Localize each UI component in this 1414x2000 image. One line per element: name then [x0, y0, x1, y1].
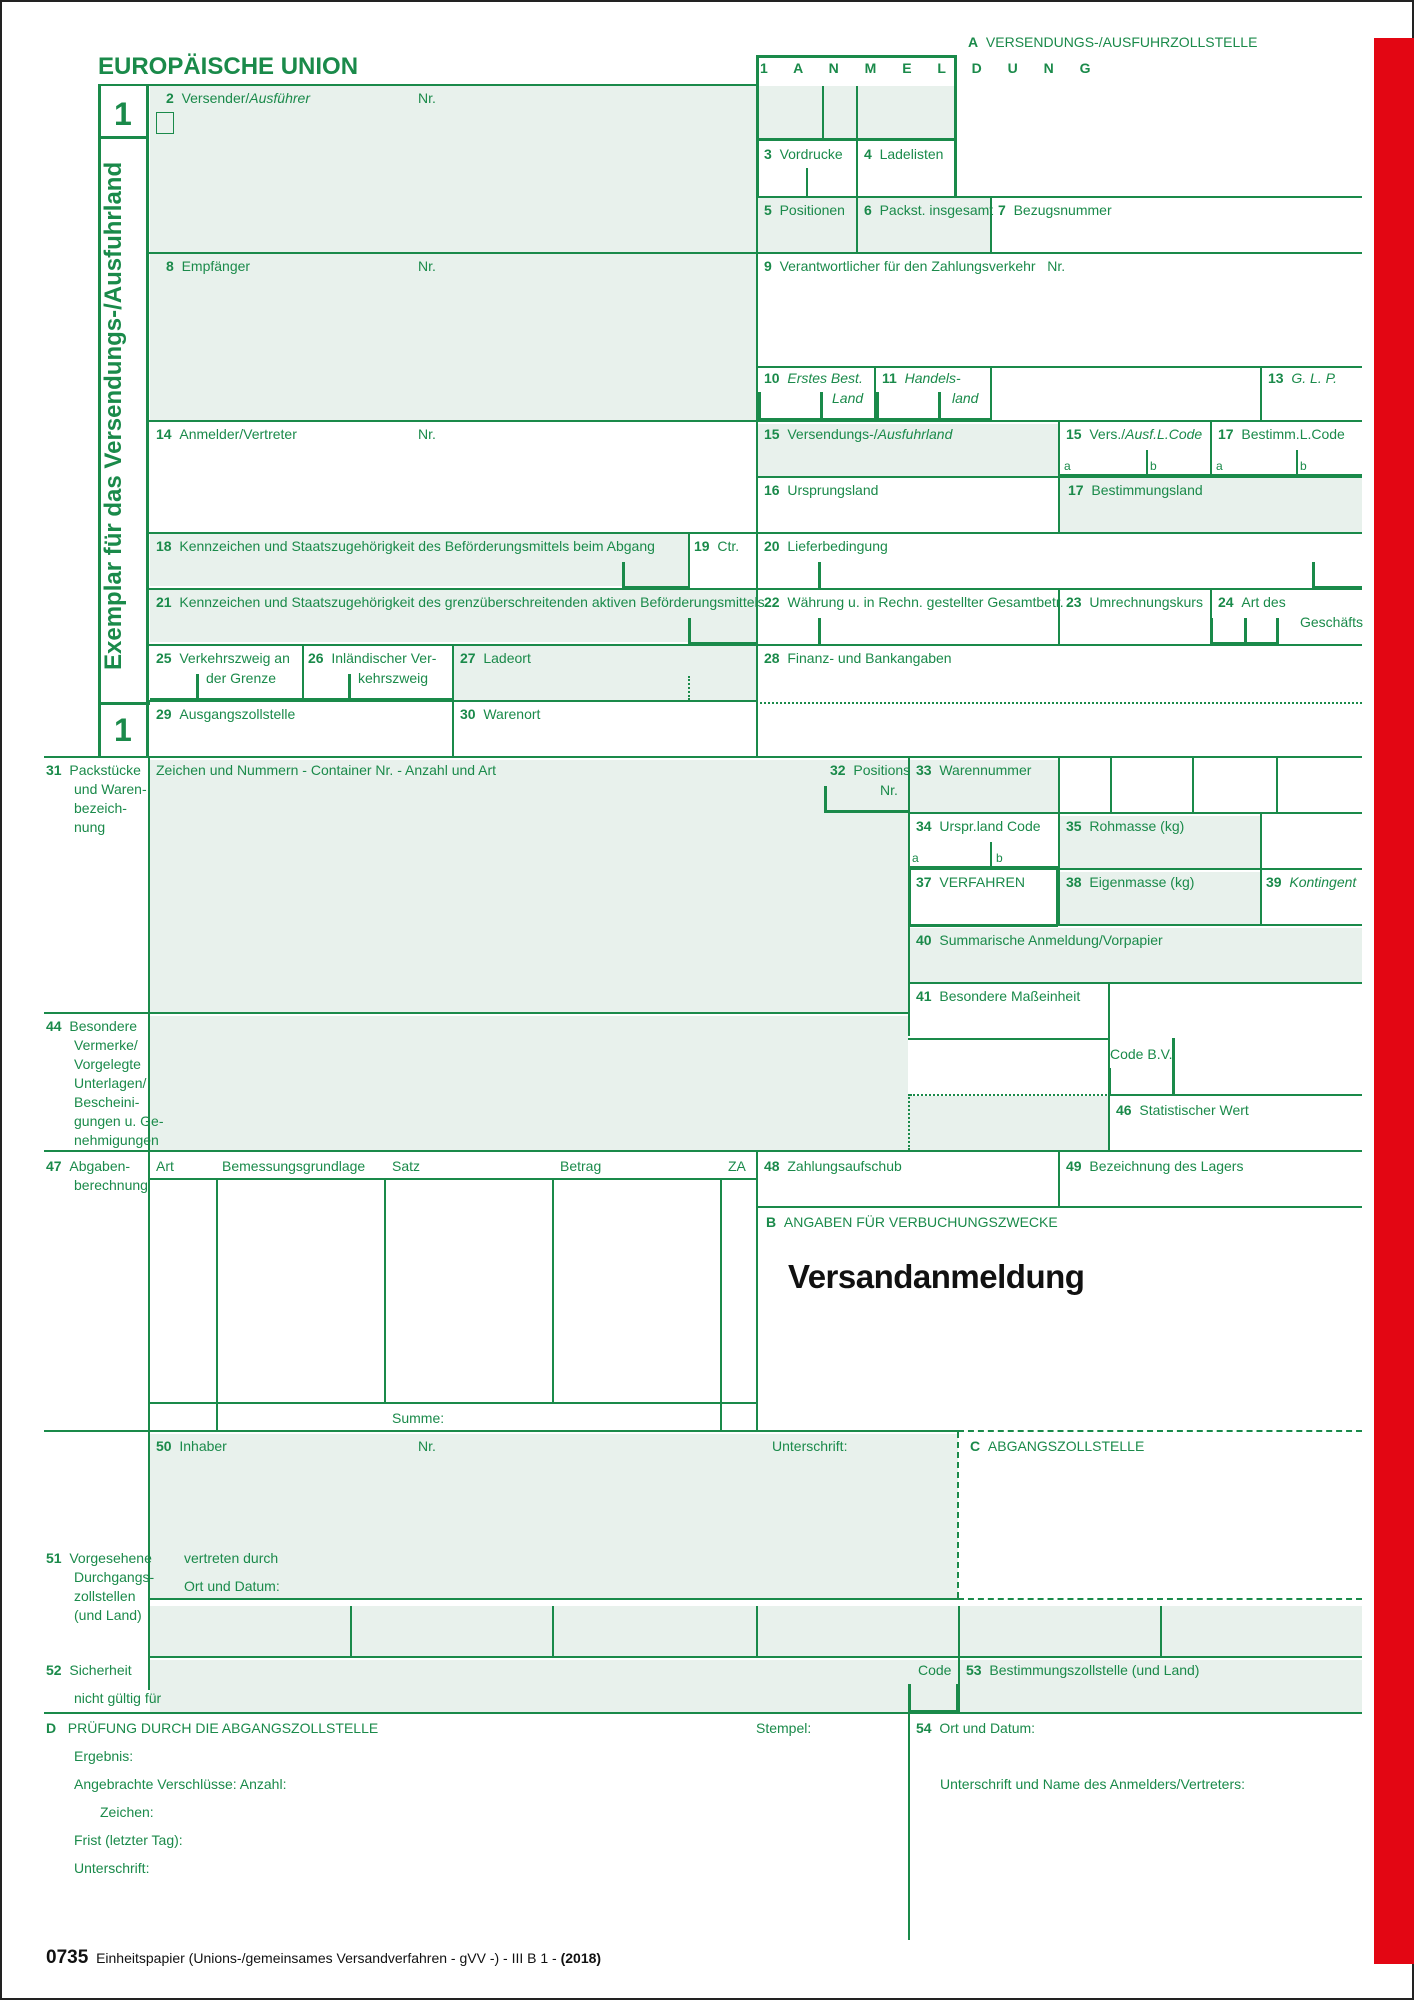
- line: [756, 196, 758, 756]
- box-31-line-1: Packstücke: [69, 762, 141, 778]
- tick: [908, 924, 1058, 927]
- line: [1260, 812, 1262, 924]
- tick: [1146, 450, 1148, 476]
- tick: [758, 392, 761, 420]
- line: [44, 756, 1362, 758]
- line: [216, 1178, 218, 1430]
- line: [756, 196, 1362, 198]
- box-50-shade: [150, 1434, 958, 1598]
- tick: [1108, 1068, 1111, 1094]
- box-14-nr: Nr.: [418, 426, 436, 442]
- line: [1108, 982, 1110, 1150]
- box-51-line-2: Durchgangs-: [74, 1569, 155, 1585]
- box-54-signature[interactable]: Unterschrift und Name des Anmelders/Vertreters:: [940, 1776, 1246, 1792]
- box-23-num: 23: [1066, 594, 1082, 610]
- tick: [758, 418, 874, 421]
- line: [720, 1178, 722, 1430]
- box-15c-sub-b: b: [1150, 459, 1157, 473]
- box-d-zeichen[interactable]: Zeichen:: [100, 1804, 154, 1820]
- box-32-label-2: Nr.: [880, 782, 898, 798]
- line: [756, 55, 759, 196]
- eu-title: EUROPÄISCHE UNION: [98, 53, 359, 80]
- line: [1110, 756, 1112, 812]
- tick: [956, 1684, 959, 1712]
- box-52-code[interactable]: Code: [918, 1662, 952, 1678]
- tick: [990, 842, 992, 868]
- tick: [1296, 450, 1298, 476]
- tick: [908, 870, 911, 926]
- copy-number-bottom: 1: [114, 712, 132, 748]
- box-21-label[interactable]: Kennzeichen und Staatszugehörigkeit des grenzüberschreitenden aktiven Beförderungsmittels: [179, 594, 765, 610]
- box-8-num: 8: [166, 258, 174, 274]
- box-25-label[interactable]: Verkehrszweig an: [179, 650, 290, 666]
- box-54-num: 54: [916, 1720, 932, 1736]
- copy-number-top: 1: [114, 96, 132, 132]
- box-27-num: 27: [460, 650, 476, 666]
- line: [908, 1038, 1108, 1040]
- box-33-label[interactable]: Warennummer: [939, 762, 1032, 778]
- line: [100, 702, 150, 705]
- box-47-col-betrag: Betrag: [560, 1158, 602, 1174]
- box-d-num: D: [46, 1720, 57, 1736]
- box-38-label[interactable]: Eigenmasse (kg): [1089, 874, 1195, 890]
- box-25-label-2: der Grenze: [206, 670, 277, 686]
- box-4-num: 4: [864, 146, 872, 162]
- box-d-unterschrift[interactable]: Unterschrift:: [74, 1860, 150, 1876]
- box-2-shade: [150, 86, 756, 252]
- line: [958, 1606, 960, 1656]
- box-50-ort-datum[interactable]: Ort und Datum:: [184, 1578, 280, 1594]
- tick: [1056, 870, 1059, 926]
- box-24-label-2: Geschäfts: [1300, 614, 1364, 630]
- box-16-label[interactable]: Ursprungsland: [787, 482, 879, 498]
- line: [148, 420, 1362, 422]
- box-32-label[interactable]: Positions: [853, 762, 911, 778]
- box-15c-num: 15: [1066, 426, 1082, 442]
- box-28-label[interactable]: Finanz- und Bankangaben: [787, 650, 952, 666]
- line: [100, 136, 148, 139]
- tick: [818, 618, 821, 644]
- box-51-line-3: zollstellen: [74, 1588, 136, 1604]
- box-27-label[interactable]: Ladeort: [483, 650, 531, 666]
- tick: [824, 810, 910, 813]
- box-52-num: 52: [46, 1662, 62, 1678]
- box-30-label[interactable]: Warenort: [483, 706, 541, 722]
- box-49-num: 49: [1066, 1158, 1082, 1174]
- tick: [1312, 586, 1362, 589]
- box-31-text[interactable]: Zeichen und Nummern - Container Nr. - Anzahl und Art: [156, 762, 497, 778]
- line: [822, 86, 824, 138]
- line: [146, 84, 149, 756]
- box-51-num: 51: [46, 1550, 62, 1566]
- box-39-label[interactable]: Kontingent: [1289, 874, 1357, 890]
- box-52-label-2: nicht gültig für: [74, 1690, 162, 1706]
- box-5-label[interactable]: Positionen: [779, 202, 845, 218]
- box-17c-sub-a: a: [1216, 459, 1223, 473]
- line: [552, 1178, 554, 1402]
- tick: [908, 1684, 911, 1712]
- red-margin-bar: [1374, 38, 1414, 1964]
- box-34-label[interactable]: Urspr.land Code: [939, 818, 1041, 834]
- box-29-num: 29: [156, 706, 172, 722]
- line: [756, 1206, 1362, 1208]
- box-15-label-italic: Ausfuhrland: [877, 426, 953, 442]
- box-26-label-2: kehrszweig: [358, 670, 429, 686]
- dashed-line: [958, 1598, 1362, 1600]
- line: [552, 1606, 554, 1656]
- box-29-label[interactable]: Ausgangszollstelle: [179, 706, 296, 722]
- box-15c-sub-a: a: [1064, 459, 1071, 473]
- line: [954, 55, 957, 196]
- line: [908, 1712, 910, 1940]
- box-44-line-6: gungen u. Ge-: [74, 1113, 164, 1129]
- box-34-sub-a: a: [912, 851, 919, 865]
- tick: [348, 674, 351, 700]
- box-51-line-1: Vorgesehene: [69, 1550, 152, 1566]
- box-28-num: 28: [764, 650, 780, 666]
- box-6-num: 6: [864, 202, 872, 218]
- box-47-col-za: ZA: [728, 1158, 746, 1174]
- tick: [1244, 618, 1247, 644]
- line: [148, 588, 1362, 590]
- line: [1192, 756, 1194, 812]
- box-8-label[interactable]: Empfänger: [181, 258, 251, 274]
- box-d-label: PRÜFUNG DURCH DIE ABGANGSZOLLSTELLE: [67, 1720, 379, 1736]
- box-b-num: B: [766, 1214, 777, 1230]
- tick: [820, 392, 823, 420]
- tick: [908, 866, 1058, 869]
- box-23-label[interactable]: Umrechnungskurs: [1089, 594, 1203, 610]
- box-51-line-4: (und Land): [74, 1607, 142, 1623]
- box-5-num: 5: [764, 202, 772, 218]
- line: [1160, 1606, 1162, 1656]
- tick: [302, 698, 452, 701]
- box-50-vertreten[interactable]: vertreten durch: [184, 1550, 279, 1566]
- tick: [876, 418, 990, 421]
- box-17-label[interactable]: Bestimmungsland: [1091, 482, 1203, 498]
- line: [688, 532, 690, 588]
- box-44-line-7: nehmigungen: [74, 1132, 159, 1148]
- box-44-line-2: Vermerke/: [74, 1037, 138, 1053]
- box-31-line-3: bezeich-: [74, 800, 127, 816]
- box-47-label-2: berechnung: [74, 1177, 148, 1193]
- box-31-shade: [150, 760, 911, 1012]
- box-9-nr: Nr.: [1047, 258, 1066, 274]
- tick: [938, 392, 941, 420]
- box-17c-num: 17: [1218, 426, 1234, 442]
- line: [302, 644, 304, 700]
- dotted-line: [910, 1094, 1110, 1096]
- tick: [876, 392, 879, 420]
- box-c-label[interactable]: ABGANGSZOLLSTELLE: [987, 1438, 1145, 1454]
- tick: [1060, 474, 1210, 477]
- box-33-num: 33: [916, 762, 932, 778]
- box-44-line-3: Vorgelegte: [74, 1056, 141, 1072]
- dotted-line: [688, 676, 690, 700]
- line: [1108, 1094, 1362, 1096]
- box-25-num: 25: [156, 650, 172, 666]
- box-13-label[interactable]: G. L. P.: [1291, 370, 1338, 386]
- line: [148, 1656, 1362, 1658]
- anmeldung-label: 1 A N M E L D U N G: [760, 60, 1102, 76]
- box-47-col-art: Art: [156, 1158, 174, 1174]
- box-10-label-2: Land: [832, 390, 864, 406]
- dotted-line: [908, 1094, 910, 1150]
- box-2-nr: Nr.: [418, 90, 436, 106]
- line: [148, 1178, 756, 1180]
- box-31-line-4: nung: [74, 819, 106, 835]
- box-40-num: 40: [916, 932, 932, 948]
- box-52-label[interactable]: Sicherheit: [69, 1662, 132, 1678]
- box-44-line-1: Besondere: [69, 1018, 138, 1034]
- line: [990, 366, 992, 420]
- box-6-label[interactable]: Packst. insgesamt: [879, 202, 994, 218]
- box-13-num: 13: [1268, 370, 1284, 386]
- box-48-num: 48: [764, 1158, 780, 1174]
- tick: [1212, 474, 1362, 477]
- line: [384, 1178, 386, 1402]
- box-30-num: 30: [460, 706, 476, 722]
- line: [908, 982, 1362, 984]
- box-22-label[interactable]: Währung u. in Rechn. gestellter Gesamtbetr.: [787, 594, 1064, 610]
- box-15-num: 15: [764, 426, 780, 442]
- box-17-num: 17: [1068, 482, 1084, 498]
- tick: [818, 562, 821, 588]
- box-47-col-satz: Satz: [392, 1158, 421, 1174]
- box-17c-sub-b: b: [1300, 459, 1307, 473]
- box-48-label[interactable]: Zahlungsaufschub: [787, 1158, 902, 1174]
- box-37-num: 37: [916, 874, 932, 890]
- box-31-line-2: und Waren-: [74, 781, 147, 797]
- tick: [1276, 618, 1279, 644]
- footer-year: (2018): [560, 1950, 602, 1966]
- box-20-label[interactable]: Lieferbedingung: [787, 538, 888, 554]
- tick: [824, 786, 827, 812]
- box-2-checkbox[interactable]: [156, 112, 174, 134]
- line: [100, 84, 756, 86]
- line: [1210, 420, 1212, 476]
- footer-text: Einheitspapier (Unions-/gemeinsames Versandverfahren - gVV -) - III B 1 -: [96, 1950, 557, 1966]
- box-10-num: 10: [764, 370, 780, 386]
- box-39-num: 39: [1266, 874, 1282, 890]
- box-a-num: A: [968, 34, 979, 50]
- line: [148, 1402, 756, 1404]
- box-53-num: 53: [966, 1662, 982, 1678]
- box-21-num: 21: [156, 594, 172, 610]
- tick: [150, 698, 302, 701]
- line: [756, 55, 956, 58]
- box-26-label[interactable]: Inländischer Ver-: [331, 650, 437, 666]
- box-44-sub-shade: [908, 1096, 1110, 1150]
- box-7-num: 7: [998, 202, 1006, 218]
- box-2-label-italic: Ausführer: [249, 90, 310, 106]
- line: [756, 366, 1362, 368]
- box-41-num: 41: [916, 988, 932, 1004]
- box-d-verschluesse[interactable]: Angebrachte Verschlüsse: Anzahl:: [74, 1776, 287, 1792]
- box-19-label[interactable]: Ctr.: [717, 538, 740, 554]
- box-50-num: 50: [156, 1438, 172, 1454]
- tick: [622, 562, 625, 588]
- box-c-num: C: [970, 1438, 981, 1454]
- tick: [688, 618, 691, 644]
- line: [1058, 1150, 1060, 1206]
- tick: [688, 642, 756, 645]
- line: [148, 252, 1362, 254]
- box-38-num: 38: [1066, 874, 1082, 890]
- box-19-num: 19: [694, 538, 710, 554]
- tick: [908, 1710, 958, 1713]
- dashed-line: [957, 1432, 959, 1598]
- box-32-num: 32: [830, 762, 846, 778]
- line: [1276, 756, 1278, 812]
- box-44-line-4: Unterlagen/: [74, 1075, 147, 1091]
- line: [756, 1606, 758, 1656]
- box-44-num: 44: [46, 1018, 62, 1034]
- box-17c-label[interactable]: Bestimm.L.Code: [1241, 426, 1345, 442]
- box-4-label[interactable]: Ladelisten: [879, 146, 944, 162]
- box-2-num: 2: [166, 90, 174, 106]
- dashed-line: [958, 1430, 1362, 1432]
- box-35-num: 35: [1066, 818, 1082, 834]
- box-14-label[interactable]: Anmelder/Vertreter: [179, 426, 297, 442]
- tick: [622, 586, 688, 589]
- form-title: Versandanmeldung: [788, 1258, 1085, 1295]
- box-50-label[interactable]: Inhaber: [179, 1438, 227, 1454]
- box-15-label[interactable]: Versendungs-/: [787, 426, 878, 442]
- box-11-label-2: land: [952, 390, 979, 406]
- box-22-num: 22: [764, 594, 780, 610]
- box-24-label[interactable]: Art des: [1241, 594, 1286, 610]
- box-18-num: 18: [156, 538, 172, 554]
- box-50-nr: Nr.: [418, 1438, 436, 1454]
- box-46-num: 46: [1116, 1102, 1132, 1118]
- line: [44, 1150, 1362, 1152]
- dotted-line: [756, 702, 1362, 704]
- footer-code: 0735: [46, 1947, 89, 1968]
- box-34-sub-b: b: [996, 851, 1003, 865]
- box-37-label[interactable]: VERFAHREN: [939, 874, 1025, 890]
- box-49-label[interactable]: Bezeichnung des Lagers: [1089, 1158, 1244, 1174]
- box-11-label[interactable]: Handels-: [904, 370, 961, 386]
- box-2-label: Versender/: [181, 90, 250, 106]
- line: [44, 1712, 1362, 1714]
- box-3-num: 3: [764, 146, 772, 162]
- box-35-label[interactable]: Rohmasse (kg): [1089, 818, 1185, 834]
- box-d-frist[interactable]: Frist (letzter Tag):: [74, 1832, 183, 1848]
- box-47-summe[interactable]: Summe:: [392, 1410, 445, 1426]
- tick: [196, 674, 199, 700]
- box-3-label[interactable]: Vordrucke: [779, 146, 843, 162]
- line: [148, 1598, 958, 1600]
- box-24-num: 24: [1218, 594, 1234, 610]
- box-a-label: VERSENDUNGS-/AUSFUHRZOLLSTELLE: [985, 34, 1258, 50]
- line: [908, 812, 1362, 814]
- box-40-label[interactable]: Summarische Anmeldung/Vorpapier: [939, 932, 1163, 948]
- box-50-signature[interactable]: Unterschrift:: [772, 1438, 848, 1454]
- box-46-label[interactable]: Statistischer Wert: [1139, 1102, 1249, 1118]
- box-44-shade: [150, 1016, 908, 1150]
- line: [44, 1430, 958, 1432]
- box-47-col-bemessung: Bemessungsgrundlage: [222, 1158, 366, 1174]
- exemplar-vertical-label: Exemplar für das Versendungs-/Ausfuhrland: [100, 161, 127, 670]
- line: [148, 532, 1362, 534]
- box-18-label[interactable]: Kennzeichen und Staatszugehörigkeit des Beförderungsmittels beim Abgang: [179, 538, 655, 554]
- box-8-shade: [150, 254, 756, 420]
- box-14-num: 14: [156, 426, 172, 442]
- box-44-line-5: Bescheini-: [74, 1094, 140, 1110]
- box-20-num: 20: [764, 538, 780, 554]
- box-d-stempel[interactable]: Stempel:: [756, 1720, 812, 1736]
- line: [756, 1150, 758, 1430]
- box-52-shade: [150, 1660, 958, 1712]
- box-7-label[interactable]: Bezugsnummer: [1013, 202, 1112, 218]
- box-47-label: Abgaben-: [69, 1158, 131, 1174]
- box-31-num: 31: [46, 762, 62, 778]
- box-54-label[interactable]: Ort und Datum:: [939, 1720, 1036, 1736]
- line: [856, 86, 858, 252]
- box-b-label[interactable]: ANGABEN FÜR VERBUCHUNGSZWECKE: [783, 1214, 1058, 1230]
- box-8-nr: Nr.: [418, 258, 436, 274]
- line: [806, 168, 808, 196]
- box-d-ergebnis[interactable]: Ergebnis:: [74, 1748, 134, 1764]
- box-10-label[interactable]: Erstes Best.: [787, 370, 863, 386]
- box-41-label[interactable]: Besondere Maßeinheit: [939, 988, 1081, 1004]
- box-26-num: 26: [308, 650, 324, 666]
- line: [452, 644, 454, 756]
- code-bv-label[interactable]: Code B.V.: [1110, 1046, 1173, 1062]
- line: [350, 1606, 352, 1656]
- box-47-num: 47: [46, 1158, 62, 1174]
- box-15c-label[interactable]: Vers./: [1089, 426, 1126, 442]
- box-34-num: 34: [916, 818, 932, 834]
- tick: [1210, 618, 1213, 644]
- line: [1260, 366, 1262, 420]
- box-9-num: 9: [764, 258, 772, 274]
- box-16-num: 16: [764, 482, 780, 498]
- tick: [1312, 562, 1315, 588]
- box-9-label[interactable]: Verantwortlicher für den Zahlungsverkehr: [779, 258, 1036, 274]
- box-15c-label-italic: Ausf.L.Code: [1125, 426, 1203, 442]
- box-11-num: 11: [882, 370, 897, 386]
- line: [44, 1012, 908, 1014]
- box-53-label[interactable]: Bestimmungszollstelle (und Land): [989, 1662, 1200, 1678]
